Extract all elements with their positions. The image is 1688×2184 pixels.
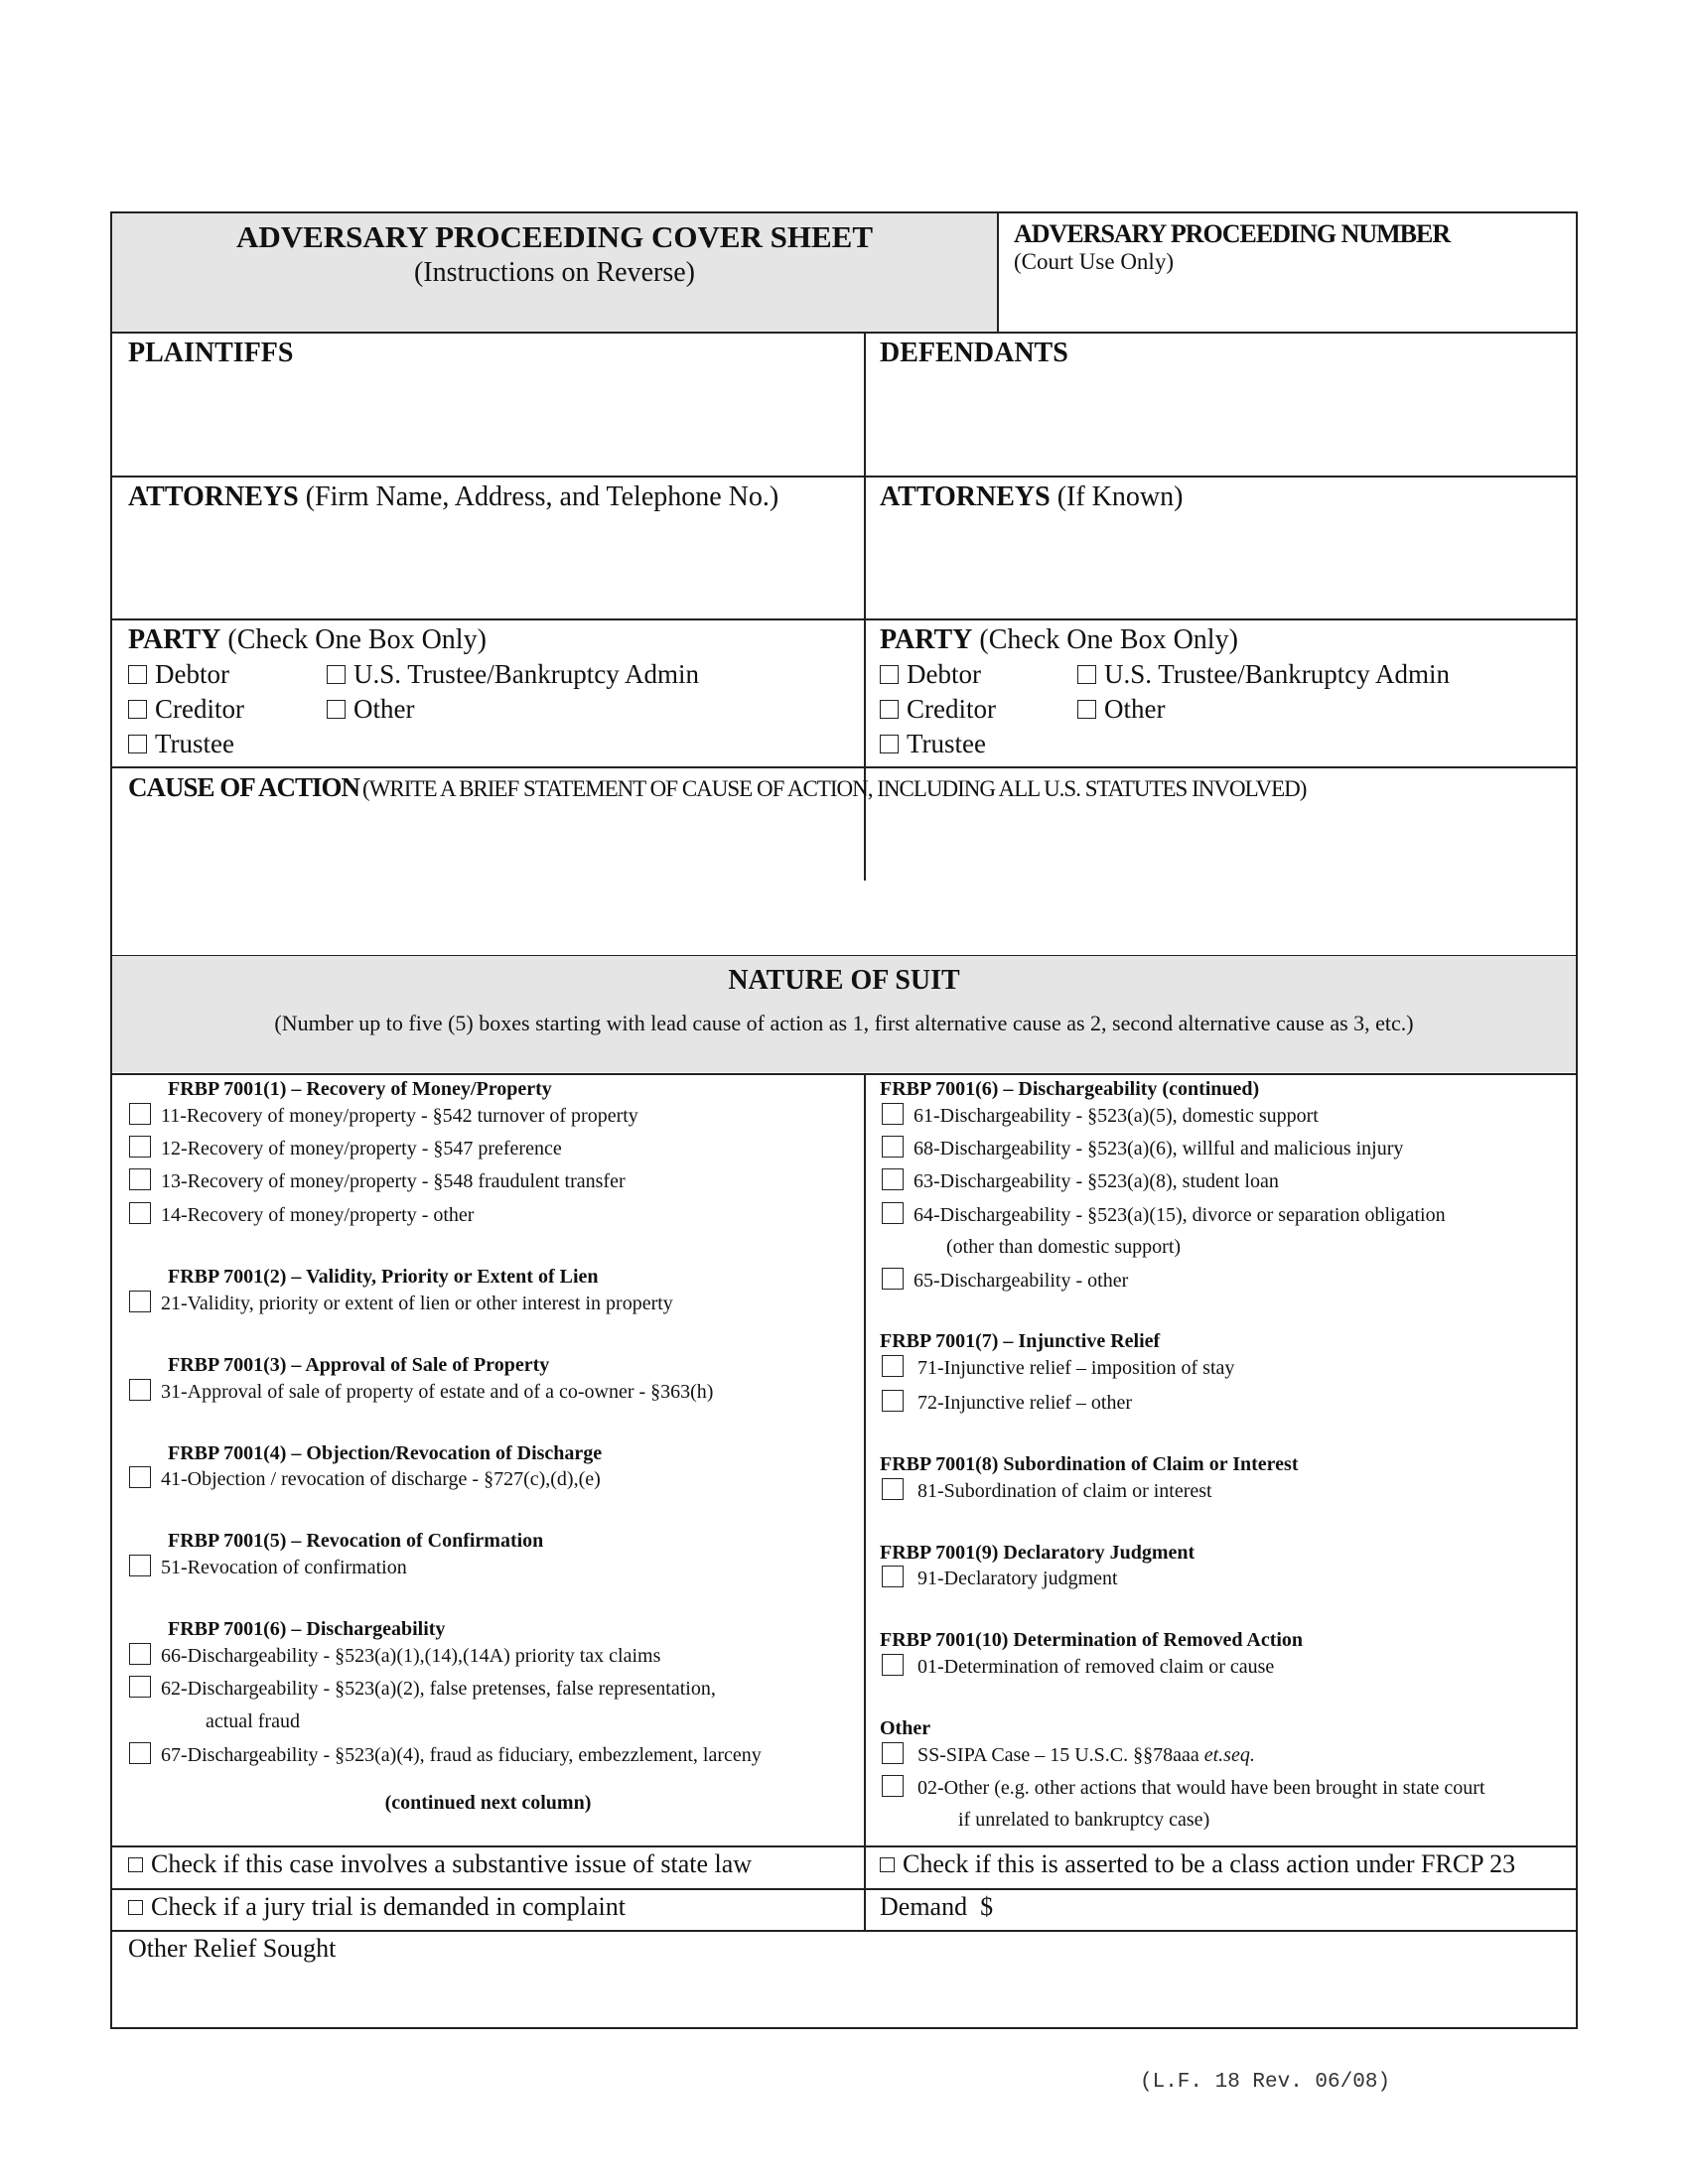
checkbox-icon[interactable] (129, 1742, 151, 1764)
attorneys-right-detail: (If Known) (1056, 481, 1184, 512)
checkbox-icon[interactable] (327, 700, 346, 719)
state-law-check[interactable]: Check if this case involves a substantive issue of state law (128, 1849, 752, 1879)
checkbox-icon[interactable] (882, 1775, 904, 1797)
class-action-check[interactable]: Check if this is asserted to be a class action under FRCP 23 (880, 1849, 1515, 1879)
party-right-debtor-option[interactable]: Debtor (880, 659, 981, 690)
party-left-creditor-option[interactable]: Creditor (128, 694, 244, 725)
checkbox-icon[interactable] (882, 1654, 904, 1676)
party-left-ustrustee-option[interactable]: U.S. Trustee/Bankruptcy Admin (327, 659, 699, 690)
checkbox-icon[interactable] (882, 1103, 904, 1125)
checkbox-icon[interactable] (128, 700, 147, 719)
category-7001-4: FRBP 7001(4) – Objection/Revocation of Discharge (168, 1442, 603, 1464)
plaintiffs-field[interactable] (114, 374, 863, 474)
checkbox-icon[interactable] (129, 1466, 151, 1488)
cover-sheet-form: ADVERSARY PROCEEDING COVER SHEET (Instructions on Reverse) ADVERSARY PROCEEDING NUMBER (Court Use Only) PLAINTIFFS DEFENDANTS ATTORNEYS (Firm Name, Address, and Telephone No.) ATTORNEYS (If Known) PARTY (Check One Box Only) Debtor Creditor Trustee U.S. Trustee/Bankruptcy Admin Other PARTY (Check One Box Only) Debtor Creditor Trustee U.S. Trustee/Bankruptcy Admin Other CAUSE OF ACTION (WRITE A BRIEF STATEMENT OF CAUSE OF ACTION, INCLUDING ALL U.S. STATUTES INVOLVED) NATURE OF SUIT (Number up to five (5) boxes starting with lead cause of action as 1, first alternative cause as 2, second alternative cause as 3, etc.) FRBP 7001(1) – Recovery of Money/Property 11-Recovery of money/property - §542 turnover of property 12-Recovery of money/property - §547 preference 13-Recovery of money/property - §548 fraudulent transfer 14-Recovery of money/property - other FRBP 7001(2) – Validity, Priority or Extent of Lien 21-Validity, priority or extent of lien or other interest in property FRBP 7001(3) – Approval of Sale of Property 31-Approval of sale of property of estate and of a co-owner - §363(h) FRBP 7001(4) – Objection/Revocation of Discharge 41-Objection / revocation of discharge - §727(c),(d),(e) FRBP 7001(5) – Revocation of Confirmation 51-Revocation of confirmation FRBP 7001(6) – Dischargeability 66-Dischargeability - §523(a)(1),(14),(14A) priority tax claims 62-Dischargeability - §523(a)(2), false pretenses, false representation, actual fraud 67-Dischargeability - §523(a)(4), fraud as fiduciary, embezzlement, larceny (continued next column) FRBP 7001(6) – Dischargeability (continued) 61-Dischargeability - §523(a)(5), domestic support 68-Dischargeability - §523(a)(6), willful and malicious injury 63-Dischargeability - §523(a)(8), student loan 64-Dischargeability - §523(a)(15), divorce or separation obligation (other than domestic support) 65-Dischargeability - other FRBP 7001(7) – Injunctive Relief 71-Injunctive relief – imposition of stay 72-Injunctive relief – other FRBP 7001(8) Subordination of Claim or Interest 81-Subordination of claim or interest FRBP 7001(9) Declaratory Judgment 91-Declaratory judgment FRBP 7001(10) Determination of Removed Action 01-Determination of removed claim or cause Other SS-SIPA Case – 15 U.S.C. §§78aaa et.seq. 02-Other (e.g. other actions that would have been brought in state court if unrelated to bankruptcy case) Check if this case involves a substantive issue of state law Check if this is asserted to be a class action under FRCP 23 Check if a jury trial is demanded in complaint Demand $ Other Relief Sought (110, 211, 1578, 2029)
category-7001-2: FRBP 7001(2) – Validity, Priority or Extent of Lien (168, 1266, 599, 1288)
checkbox-icon[interactable] (882, 1355, 904, 1377)
suit-item-64-continued: (other than domestic support) (946, 1236, 1182, 1258)
suit-item-62-continued: actual fraud (206, 1710, 300, 1732)
category-7001-10: FRBP 7001(10) Determination of Removed Action (880, 1629, 1304, 1651)
checkbox-icon[interactable] (880, 1857, 895, 1872)
checkbox-icon[interactable] (129, 1643, 151, 1665)
checkbox-icon[interactable] (1077, 700, 1096, 719)
checkbox-icon[interactable] (129, 1291, 151, 1312)
category-7001-3: FRBP 7001(3) – Approval of Sale of Property (168, 1354, 550, 1376)
cause-of-action-label: CAUSE OF ACTION (128, 772, 360, 802)
form-revision-footer: (L.F. 18 Rev. 06/08) (1140, 2071, 1391, 2094)
checkbox-icon[interactable] (882, 1168, 904, 1190)
checkbox-icon[interactable] (129, 1555, 151, 1576)
party-left-other-option[interactable]: Other (327, 694, 414, 725)
checkbox-icon[interactable] (882, 1478, 904, 1500)
cause-of-action-heading (128, 772, 1306, 803)
checkbox-icon[interactable] (880, 665, 899, 684)
form-title: ADVERSARY PROCEEDING COVER SHEET (235, 219, 874, 254)
defendants-field[interactable] (867, 374, 1578, 474)
party-left-label: PARTY (128, 624, 221, 655)
party-right-label: PARTY (880, 624, 973, 655)
checkbox-icon[interactable] (128, 665, 147, 684)
jury-trial-check[interactable]: Check if a jury trial is demanded in complaint (128, 1892, 626, 1922)
checkbox-icon[interactable] (129, 1202, 151, 1224)
party-right-trustee-option[interactable]: Trustee (880, 729, 986, 759)
checkbox-icon[interactable] (880, 735, 899, 753)
category-other: Other (880, 1717, 931, 1739)
continued-note: (continued next column) (384, 1792, 592, 1814)
checkbox-icon[interactable] (882, 1268, 904, 1290)
checkbox-icon[interactable] (882, 1390, 904, 1412)
defendant-attorneys-field[interactable] (867, 519, 1578, 616)
party-right-creditor-option[interactable]: Creditor (880, 694, 996, 725)
checkbox-icon[interactable] (882, 1742, 904, 1764)
proceeding-number-sub: (Court Use Only) (1014, 249, 1174, 274)
cause-of-action-field[interactable] (114, 809, 1578, 952)
suit-item-02-continued: if unrelated to bankruptcy case) (958, 1809, 1210, 1831)
nature-of-suit-title: NATURE OF SUIT (728, 965, 960, 996)
party-left-heading (128, 624, 487, 656)
checkbox-icon[interactable] (327, 665, 346, 684)
checkbox-icon[interactable] (882, 1566, 904, 1587)
checkbox-icon[interactable] (129, 1136, 151, 1158)
checkbox-icon[interactable] (880, 700, 899, 719)
attorneys-right-heading (880, 481, 1183, 513)
checkbox-icon[interactable] (128, 1900, 143, 1915)
attorneys-left-label: ATTORNEYS (128, 481, 299, 512)
checkbox-icon[interactable] (128, 735, 147, 753)
category-7001-7: FRBP 7001(7) – Injunctive Relief (880, 1330, 1161, 1352)
checkbox-icon[interactable] (129, 1168, 151, 1190)
checkbox-icon[interactable] (882, 1202, 904, 1224)
party-left-debtor-option[interactable]: Debtor (128, 659, 229, 690)
cause-of-action-detail: (WRITE A BRIEF STATEMENT OF CAUSE OF ACTION, INCLUDING ALL U.S. STATUTES INVOLVED) (362, 776, 1307, 801)
party-left-detail: (Check One Box Only) (227, 624, 487, 655)
defendants-label: DEFENDANTS (880, 338, 1068, 368)
checkbox-icon[interactable] (1077, 665, 1096, 684)
category-7001-5: FRBP 7001(5) – Revocation of Confirmation (168, 1530, 544, 1552)
party-right-other-option[interactable]: Other (1077, 694, 1165, 725)
checkbox-icon[interactable] (129, 1103, 151, 1125)
other-relief-field[interactable] (114, 1971, 1578, 2028)
party-right-detail: (Check One Box Only) (979, 624, 1238, 655)
category-7001-1: FRBP 7001(1) – Recovery of Money/Property (168, 1078, 552, 1100)
checkbox-icon[interactable] (882, 1136, 904, 1158)
category-7001-8: FRBP 7001(8) Subordination of Claim or Interest (880, 1453, 1299, 1475)
other-relief-label: Other Relief Sought (128, 1934, 337, 1963)
nature-of-suit-instructions: (Number up to five (5) boxes starting with lead cause of action as 1, first alternative cause as 2, second alternative cause as 3, etc.) (274, 1011, 1414, 1035)
checkbox-icon[interactable] (128, 1857, 143, 1872)
category-7001-6-continued: FRBP 7001(6) – Dischargeability (continued) (880, 1078, 1260, 1100)
category-7001-6: FRBP 7001(6) – Dischargeability (168, 1618, 446, 1640)
party-right-ustrustee-option[interactable]: U.S. Trustee/Bankruptcy Admin (1077, 659, 1450, 690)
proceeding-number-label: ADVERSARY PROCEEDING NUMBER (1014, 219, 1451, 248)
category-7001-9: FRBP 7001(9) Declaratory Judgment (880, 1542, 1196, 1564)
proceeding-number-field[interactable] (999, 283, 1578, 331)
attorneys-right-label: ATTORNEYS (880, 481, 1051, 512)
attorneys-left-detail: (Firm Name, Address, and Telephone No.) (305, 481, 779, 512)
party-left-trustee-option[interactable]: Trustee (128, 729, 234, 759)
checkbox-icon[interactable] (129, 1676, 151, 1698)
plaintiffs-label: PLAINTIFFS (128, 338, 294, 368)
form-subtitle: (Instructions on Reverse) (413, 257, 696, 288)
demand-amount-field[interactable] (1006, 1890, 1572, 1928)
party-right-heading (880, 624, 1238, 656)
plaintiff-attorneys-field[interactable] (114, 519, 863, 616)
checkbox-icon[interactable] (129, 1379, 151, 1401)
attorneys-left-heading (128, 481, 778, 513)
demand-label: Demand $ (880, 1892, 994, 1921)
